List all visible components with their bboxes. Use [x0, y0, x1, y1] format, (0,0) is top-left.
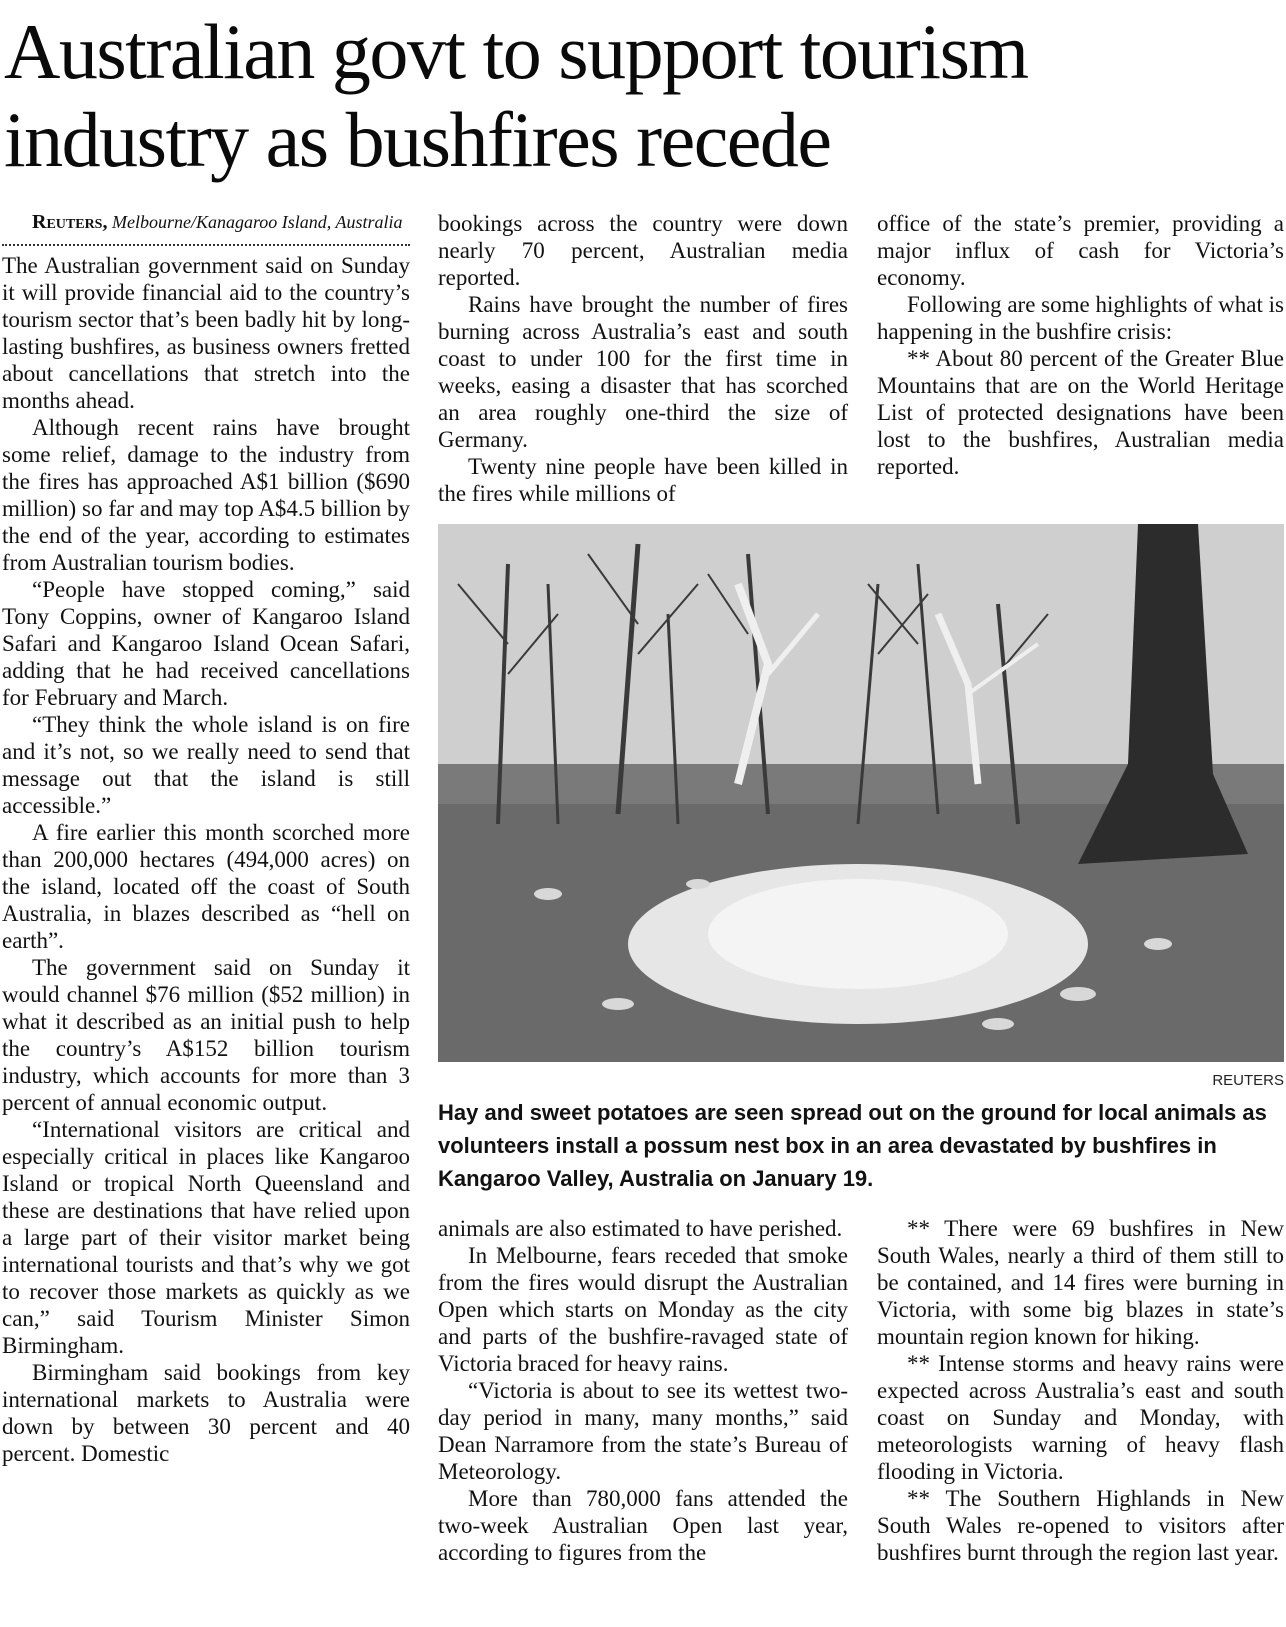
column-2-top	[438, 210, 848, 507]
paragraph: “Victoria is about to see its wettest two-day period in many, many months,” said Dean Narramore from the state’s Bureau of Meteorology.	[438, 1378, 848, 1484]
paragraph: In Melbourne, fears receded that smoke from the fires would disrupt the Australian Open which starts on Monday as the city and parts of the bushfire-ravaged state of Victoria braced for heavy rains.	[438, 1243, 848, 1376]
byline-divider	[2, 234, 410, 246]
paragraph: animals are also estimated to have perished.	[438, 1216, 843, 1241]
headline: Australian govt to support tourism industry as bushfires recede	[4, 8, 1028, 183]
photo-credit: REUTERS	[1212, 1072, 1284, 1089]
paragraph: The Australian government said on Sunday it will provide financial aid to the country’s tourism sector that’s been badly hit by long-lasting bushfires, as business owners fretted about cancellations that stretch into the months ahead.	[2, 253, 410, 413]
paragraph: Birmingham said bookings from key international markets to Australia were down by between 30 percent and 40 percent. Domestic	[2, 1360, 410, 1466]
paragraph: office of the state’s premier, providing a major influx of cash for Victoria’s economy.	[877, 211, 1284, 290]
column-3-top	[877, 210, 1284, 480]
paragraph: ** Intense storms and heavy rains were expected across Australia’s east and south coast on Sunday and Monday, with meteorologists warning of heavy flash flooding in Victoria.	[877, 1351, 1284, 1484]
paragraph: ** The Southern Highlands in New South Wales re-opened to visitors after bushfires burnt through the region last year.	[877, 1486, 1284, 1565]
column-2-bottom	[438, 1215, 848, 1566]
paragraph: Following are some highlights of what is happening in the bushfire crisis:	[877, 292, 1284, 344]
paragraph: Rains have brought the number of fires burning across Australia’s east and south coast to under 100 for the first time in weeks, easing a disaster that has scorched an area roughly one-third the size of Germany.	[438, 292, 848, 452]
byline-location: Melbourne/Kanagaroo Island, Australia	[111, 212, 403, 232]
paragraph: “They think the whole island is on fire and it’s not, so we really need to send that message out that the island is still accessible.”	[2, 712, 410, 818]
bushfire-forest-photo	[438, 524, 1284, 1062]
byline	[2, 210, 410, 234]
column-3-bottom	[877, 1215, 1284, 1566]
paragraph: A fire earlier this month scorched more than 200,000 hectares (494,000 acres) on the island, located off the coast of South Australia, in blazes described as “hell on earth”.	[2, 820, 410, 953]
photo-caption: Hay and sweet potatoes are seen spread out on the ground for local animals as volunteers install a possum nest box in an area devastated by bushfires in Kangaroo Valley, Australia on January 19.	[438, 1100, 1267, 1191]
news-photo	[438, 524, 1284, 1062]
paragraph: “People have stopped coming,” said Tony Coppins, owner of Kangaroo Island Safari and Kangaroo Island Ocean Safari, adding that he had received cancellations for February and March.	[2, 577, 410, 710]
paragraph: Although recent rains have brought some relief, damage to the industry from the fires has approached A$1 billion ($690 million) so far and may top A$4.5 billion by the end of the year, according to estimates from Australian tourism bodies.	[2, 415, 410, 575]
paragraph: Twenty nine people have been killed in the fires while millions of	[438, 454, 848, 506]
paragraph: “International visitors are critical and especially critical in places like Kangaroo Island or tropical North Queensland and these are destinations that have relied upon a large part of their visitor market being international tourists and that’s why we got to recover those markets as quickly as we can,” said Tourism Minister Simon Birmingham.	[2, 1117, 410, 1358]
paragraph: More than 780,000 fans attended the two-week Australian Open last year, according to figures from the	[438, 1486, 848, 1565]
column-1	[2, 210, 410, 1467]
paragraph: bookings across the country were down nearly 70 percent, Australian media reported.	[438, 211, 848, 290]
paragraph: ** About 80 percent of the Greater Blue Mountains that are on the World Heritage List of protected designations have been lost to the bushfires, Australian media reported.	[877, 346, 1284, 479]
paragraph: The government said on Sunday it would channel $76 million ($52 million) in what it described as an initial push to help the country’s A$152 billion tourism industry, which accounts for more than 3 percent of annual economic output.	[2, 955, 410, 1115]
byline-agency: Reuters,	[32, 211, 108, 233]
paragraph: ** There were 69 bushfires in New South Wales, nearly a third of them still to be contained, and 14 fires were burning in Victoria, with some big blazes in state’s mountain region known for hiking.	[877, 1216, 1284, 1349]
